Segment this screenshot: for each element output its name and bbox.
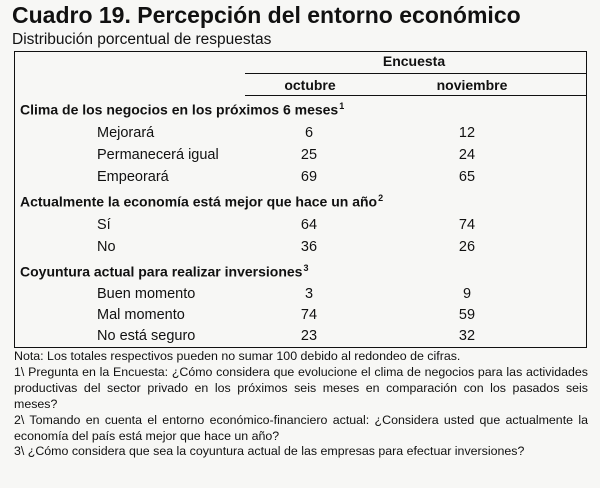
row-label: Mal momento <box>97 307 185 323</box>
column-header-rule <box>245 95 586 96</box>
table-subtitle: Distribución porcentual de respuestas <box>12 31 272 48</box>
column-header-noviembre: noviembre <box>436 77 508 93</box>
row-label: Buen momento <box>97 286 196 302</box>
table-title: Cuadro 19. Percepción del entorno económico <box>12 2 521 28</box>
section-heading-economia: Actualmente la economía está mejor que hace un año$^2$ <box>20 193 384 210</box>
cell-value: 74 <box>300 307 318 323</box>
row-label: Empeorará <box>97 169 169 185</box>
cell-value: 3 <box>304 286 314 302</box>
table-notes <box>14 349 588 460</box>
cell-value: 64 <box>300 217 318 233</box>
cell-value: 74 <box>458 217 476 233</box>
cell-value: 23 <box>300 328 318 344</box>
cell-value: 32 <box>458 328 476 344</box>
cell-value: 59 <box>458 307 476 323</box>
cell-value: 26 <box>458 239 476 255</box>
note-rounding: Nota: Los totales respectivos pueden no sumar 100 debido al redondeo de cifras. <box>14 349 461 363</box>
row-label: Permanecerá igual <box>97 147 219 163</box>
section-heading-clima: Clima de los negocios en los próximos 6 meses$^1$ <box>20 101 345 118</box>
cell-value: 24 <box>458 147 476 163</box>
cell-value: 25 <box>300 147 318 163</box>
footnote-ref: 3 <box>303 263 309 273</box>
cell-value: 36 <box>300 239 318 255</box>
cell-value: 69 <box>300 169 318 185</box>
cell-value: 12 <box>458 125 476 141</box>
footnote-ref: 1 <box>339 101 345 111</box>
cell-value: 65 <box>458 169 476 185</box>
column-header-octubre: octubre <box>284 77 336 93</box>
section-heading-inversiones: Coyuntura actual para realizar inversiones$^3$ <box>20 263 309 280</box>
row-label: No <box>97 239 116 255</box>
row-label: Sí <box>97 217 111 233</box>
group-header: Encuesta <box>382 53 446 69</box>
cell-value: 6 <box>304 125 314 141</box>
header-rule <box>245 73 586 74</box>
row-label: Mejorará <box>97 125 155 141</box>
cell-value: 9 <box>462 286 472 302</box>
footnote-2: 2\ Tomando en cuenta el entorno económico-financiero actual: ¿Considera usted que actualmente la economía del país está mejor que hace un año? <box>14 412 588 443</box>
footnote-ref: 2 <box>378 193 384 203</box>
footnote-3: 3\ ¿Cómo considera que sea la coyuntura actual de las empresas para efectuar inversiones? <box>14 444 525 459</box>
footnote-1: 1\ Pregunta en la Encuesta: ¿Cómo considera que evolucione el clima de negocios para las actividades productivas del sector privado en los próximos seis meses en comparación con los pasados seis meses? <box>14 364 588 411</box>
row-label: No está seguro <box>97 328 196 344</box>
